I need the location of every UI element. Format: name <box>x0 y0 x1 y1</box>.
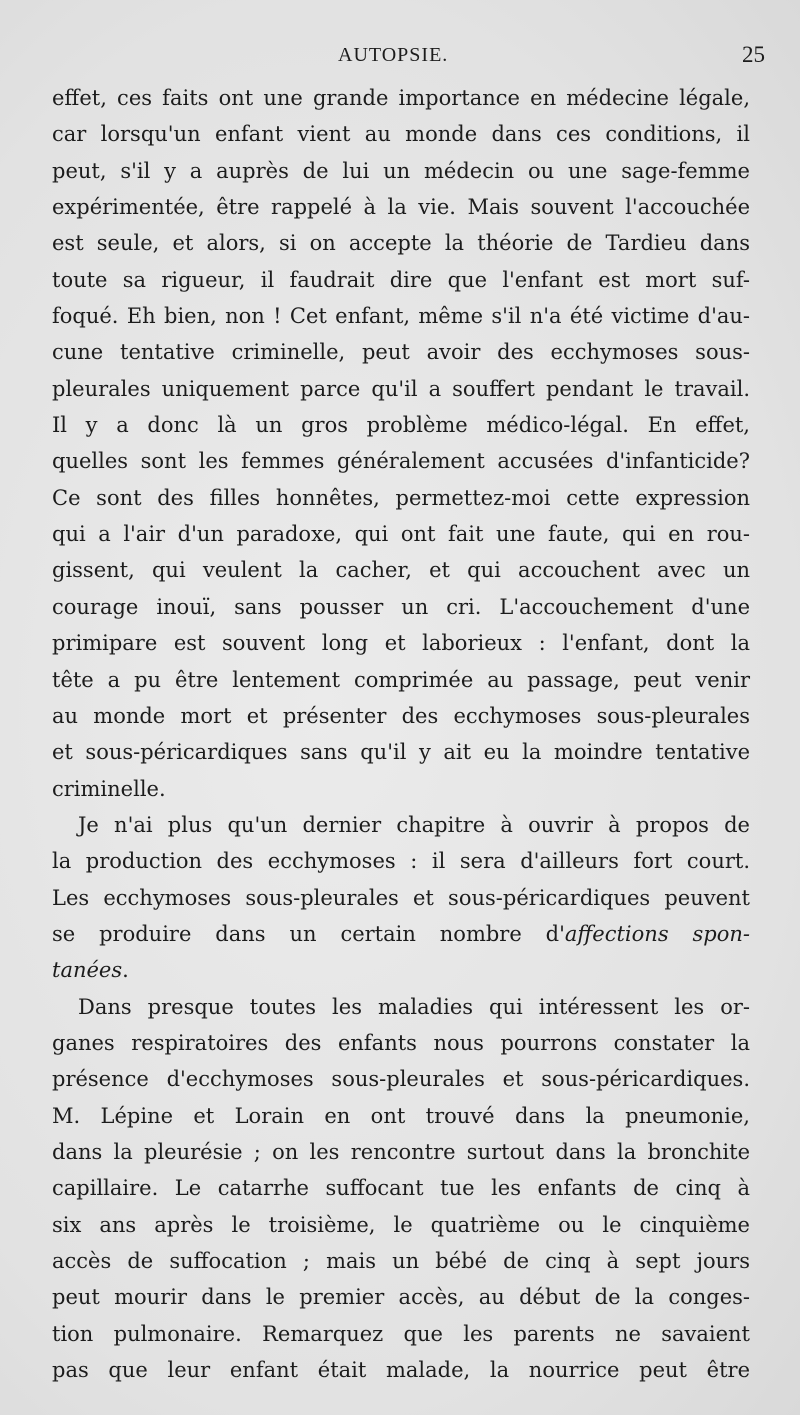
text-line: accès de suffocation ; mais un bébé de cinq à sept jours <box>52 1249 750 1273</box>
text-line: criminelle. <box>52 776 166 801</box>
running-head <box>0 44 800 76</box>
text-line: M. Lépine et Lorain en ont trouvé dans la pneumonie, <box>52 1103 750 1128</box>
text-line: peut, s'il y a auprès de lui un médecin ou une sage-femme <box>52 158 750 183</box>
paragraph-3 <box>52 989 750 1389</box>
body-text <box>52 80 750 1388</box>
running-title: AUTOPSIE. <box>338 44 449 66</box>
text-line: quelles sont les femmes généralement accusées d'infanticide? <box>52 449 750 474</box>
text-line: peut mourir dans le premier accès, au début de la conges- <box>52 1285 750 1310</box>
text-line: Je n'ai plus qu'un dernier chapitre à ouvrir à propos de <box>78 812 750 837</box>
text-run: . <box>122 958 129 983</box>
text-line: courage inouï, sans pousser un cri. L'accouchement d'une <box>52 594 750 619</box>
text-line: foqué. Eh bien, non ! Cet enfant, même s'il n'a été victime d'au- <box>52 304 750 329</box>
text-line: qui a l'air d'un paradoxe, qui ont fait une faute, qui en rou- <box>52 522 750 547</box>
text-line: effet, ces faits ont une grande importance en médecine légale, <box>52 86 750 110</box>
text-line: primipare est souvent long et laborieux : l'enfant, dont la <box>52 631 750 656</box>
text-line: toute sa rigueur, il faudrait dire que l'enfant est mort suf- <box>52 267 750 292</box>
text-line: tion pulmonaire. Remarquez que les parents ne savaient <box>52 1321 750 1346</box>
text-line: expérimentée, être rappelé à la vie. Mais souvent l'accouchée <box>52 195 750 220</box>
text-line: Les ecchymoses sous-pleurales et sous-péricardiques peuvent <box>52 885 750 910</box>
text-line: Dans presque toutes les maladies qui intéressent les or- <box>78 994 750 1019</box>
text-line: Il y a donc là un gros problème médico-légal. En effet, <box>52 413 750 438</box>
text-line: dans la pleurésie ; on les rencontre surtout dans la bronchite <box>52 1139 750 1164</box>
text-line: cune tentative criminelle, peut avoir des ecchymoses sous- <box>52 340 750 365</box>
italic-run: tanées <box>52 958 123 983</box>
text-line: car lorsqu'un enfant vient au monde dans ces conditions, il <box>52 122 750 147</box>
italic-run: affections spon- <box>564 921 750 946</box>
text-line: gissent, qui veulent la cacher, et qui accouchent avec un <box>52 558 750 583</box>
text-line-mixed <box>52 952 750 988</box>
text-run: se produire dans un certain nombre d' <box>52 921 565 946</box>
paragraph-2 <box>52 807 750 989</box>
page-number: 25 <box>742 42 765 67</box>
text-line: tête a pu être lentement comprimée au passage, peut venir <box>52 667 750 692</box>
text-line: et sous-péricardiques sans qu'il y ait eu la moindre tentative <box>52 740 750 765</box>
text-line-mixed <box>52 916 750 952</box>
text-line: au monde mort et présenter des ecchymoses sous-pleurales <box>52 703 750 728</box>
text-line: la production des ecchymoses : il sera d'ailleurs fort court. <box>52 849 750 874</box>
text-line: ganes respiratoires des enfants nous pourrons constater la <box>52 1030 750 1055</box>
paragraph-1 <box>52 80 750 807</box>
text-line: Ce sont des filles honnêtes, permettez-moi cette expression <box>52 485 750 510</box>
text-line: capillaire. Le catarrhe suffocant tue les enfants de cinq à <box>52 1176 750 1201</box>
text-line: est seule, et alors, si on accepte la théorie de Tardieu dans <box>52 231 750 256</box>
text-line: présence d'ecchymoses sous-pleurales et sous-péricardiques. <box>52 1067 750 1092</box>
text-line: six ans après le troisième, le quatrième ou le cinquième <box>52 1212 750 1237</box>
text-line: pas que leur enfant était malade, la nourrice peut être <box>52 1358 750 1383</box>
text-line: pleurales uniquement parce qu'il a souffert pendant le travail. <box>52 376 750 401</box>
